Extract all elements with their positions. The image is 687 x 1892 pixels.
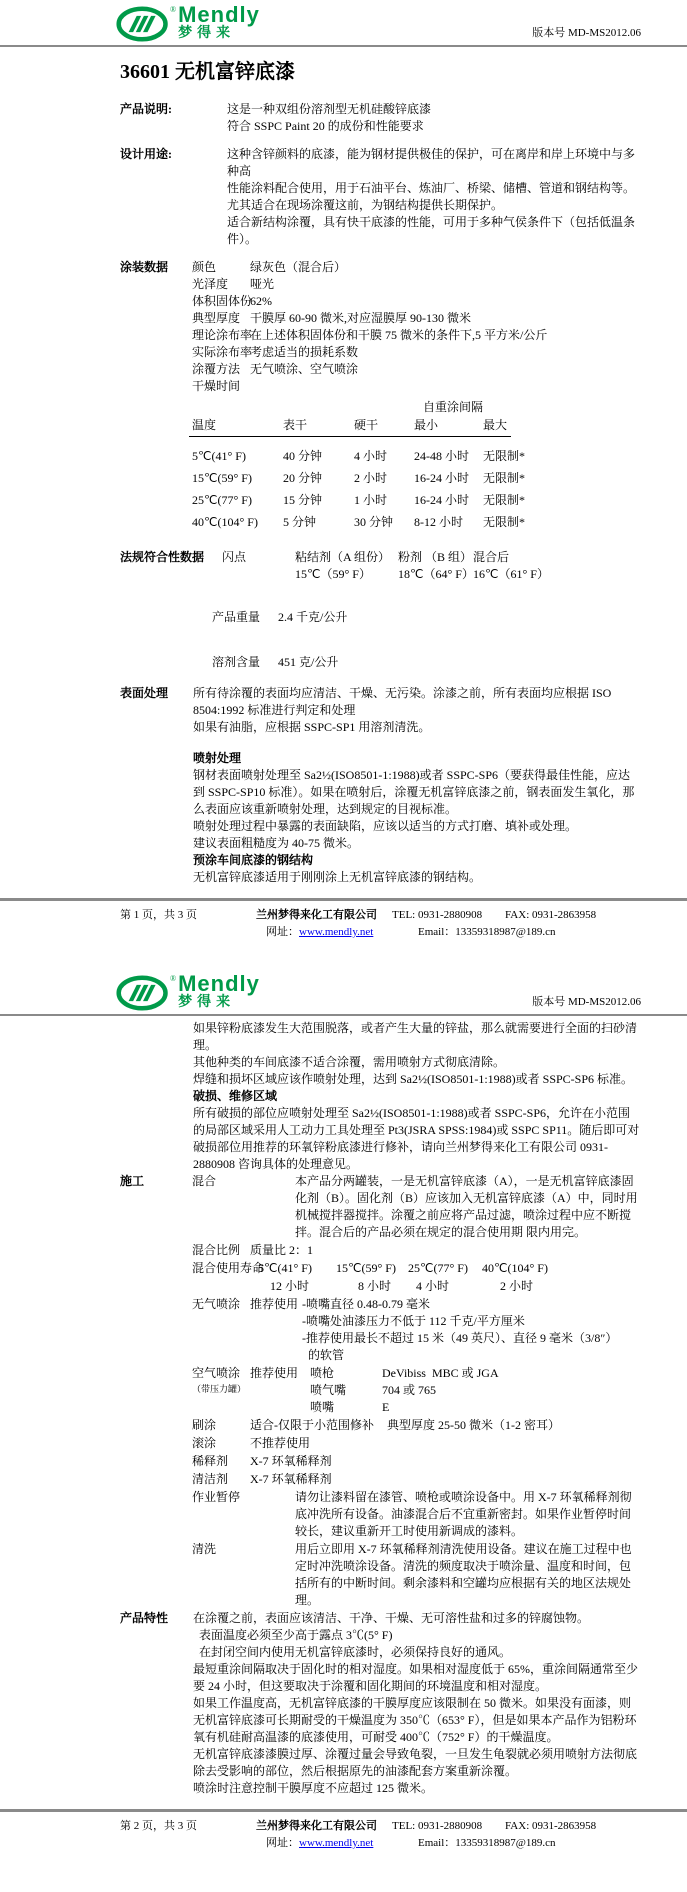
section-label: 产品说明: [120, 102, 172, 116]
page-1 [0, 0, 687, 941]
data-value: 干膜厚 60-90 微米,对应湿膜厚 90-130 微米 [250, 311, 471, 325]
table-cell: 20 分钟 [283, 471, 323, 485]
flash-temp: 15℃（59° F） [295, 567, 371, 581]
paragraph: 适合新结构涂覆，具有快干底漆的性能，可用于多种气侯条件下（包括低温条件）。 [227, 215, 636, 246]
paragraph: 如果锌粉底漆发生大范围脱落，或者产生大量的锌盐，那么就需要进行全面的扫砂清理。 [193, 1021, 638, 1052]
data-key: 喷气嘴 [310, 1383, 347, 1397]
paragraph: 尤其适合在现场涂覆这前，为钢结构提供长期保护。 [227, 198, 504, 212]
section-content [193, 1610, 641, 1797]
data-key: 混合使用寿命 [192, 1261, 265, 1275]
paragraph: 这种含锌颜料的底漆，能为钢材提供极佳的保护，可在离岸和岸上环境中与多种高 [227, 147, 636, 178]
airless-spray-row [192, 1296, 641, 1364]
pot-life-temp: 5℃(41° F) [258, 1261, 312, 1275]
flash-col-header: 混合后 [473, 550, 510, 564]
flash-temp: 16℃（61° F） [473, 567, 549, 581]
table-row [192, 511, 641, 533]
company-name: 兰州梦得来化工有限公司 [256, 909, 377, 921]
table-cell: 2 小时 [354, 471, 388, 485]
table-cell: 无限制* [483, 449, 526, 463]
mendly-logo-icon [116, 5, 170, 43]
paragraph: 焊缝和损坏区域应该作喷射处理，达到 Sa2½(ISO8501-1:1988)或者 SSPC-SP6 标准。 [193, 1072, 634, 1086]
fax: FAX: 0931-2863958 [505, 1820, 597, 1832]
table-rule [189, 436, 511, 437]
data-value: 考虑适当的损耗系数 [250, 345, 359, 359]
paragraph: 这是一种双组份溶剂型无机硅酸锌底漆 [227, 102, 432, 116]
paragraph: 如果工作温度高，无机富锌底漆的干膜厚度应该限制在 50 微米。如果没有面漆，则无机富锌底漆可长期耐受的干燥温度为 350℃（653° F），但是如果本产品作为铝粉环氧有机硅耐高温漆的底漆使用，可耐受 400℃（752° F）的干燥温度。 [193, 1696, 637, 1744]
paragraph: 请勿让漆料留在漆管、喷枪或喷涂设备中。用 X-7 环氧稀释剂彻底冲洗所有设备。油漆混合后不宜重新密封。如果作业暂停时间较长，建议重新开工时使用新调成的漆料。 [295, 1490, 632, 1538]
section-label: 涂装数据 [120, 260, 169, 274]
section-surface-treatment [120, 685, 641, 886]
company-name: 兰州梦得来化工有限公司 [256, 1820, 377, 1832]
brand-text [178, 2, 260, 40]
email-address: 13359318987@189.cn [455, 1837, 556, 1849]
flash-point-label: 闪点 [222, 550, 247, 564]
section-label: 法规符合性数据 [120, 550, 205, 564]
table-cell: 16-24 小时 [414, 471, 469, 485]
paragraph: 表面温度必须至少高于露点 3℃(5° F) [199, 1628, 393, 1642]
brand-name-cn: 梦得来 [178, 24, 236, 40]
data-value-extra: 典型厚度 25-50 微米（1-2 密耳） [387, 1418, 560, 1432]
spec-item: -喷嘴直径 0.48-0.79 毫米 [302, 1297, 430, 1311]
cleanup-row [192, 1541, 641, 1609]
paragraph: 如果有油脂，应根据 SSPC-SP1 用溶剂清洗。 [193, 720, 431, 734]
section-content [227, 146, 641, 248]
pressure-pot-note: （带压力罐） [192, 1384, 247, 1394]
paragraph: 符合 SSPC Paint 20 的成份和性能要求 [227, 119, 424, 133]
brand-text [178, 971, 260, 1009]
sub-heading: 预涂车间底漆的钢结构 [193, 853, 314, 867]
pot-life-hours-row [192, 1278, 641, 1295]
brand-logo [116, 971, 260, 1012]
roller-row [192, 1435, 641, 1452]
paragraph: 钢材表面喷射处理至 Sa2½(ISO8501-1:1988)或者 SSPC-SP6（要获得最佳性能，应达到 SSPC-SP10 标准）。如果在喷射后，涂覆无机富锌底漆之前，钢表面发生氧化，那么表面应该重新喷射处理，达到规定的目视标准。 [193, 768, 635, 816]
pot-life-temp: 25℃(77° F) [408, 1261, 468, 1275]
brush-row [192, 1417, 641, 1434]
data-value: X-7 环氧稀释剂 [250, 1472, 332, 1486]
data-value: 704 或 765 [382, 1383, 437, 1397]
data-key: 涂覆方法 [192, 362, 241, 376]
table-cell: 无限制* [483, 515, 526, 529]
section-application [120, 1173, 641, 1610]
data-row [192, 344, 641, 361]
data-row [192, 327, 641, 344]
solvent-content-row [120, 654, 641, 671]
paragraph: 无机富锌底漆漆膜过厚、涂覆过量会导致龟裂，一旦发生龟裂就必须用喷射方法彻底除去受影响的部位，然后根据原先的油漆配套方案重新涂覆。 [193, 1747, 638, 1778]
flash-point-row [120, 549, 641, 566]
fax: FAX: 0931-2863958 [505, 909, 597, 921]
equipment-row [302, 1382, 641, 1399]
data-key: 喷嘴 [310, 1400, 335, 1414]
footer-rule [0, 1809, 687, 1812]
header-rule [0, 45, 687, 47]
table-cell: 40℃(104° F) [192, 515, 258, 529]
paragraph: 所有破损的部位应喷射处理至 Sa2½(ISO8501-1:1988)或者 SSPC-SP6，允许在小范围的局部区域采用人工动力工具处理至 Pt3(JSRA SPSS:1984)或 SSPC SP11。随后即可对破损部位用推荐的环氧锌粉底漆进行修补，请向兰州梦得来化工有限公司 0931-2880908 咨询具体的处理意见。 [193, 1106, 640, 1171]
data-value: 质量比 2：1 [250, 1243, 314, 1257]
flash-temps-row [120, 566, 641, 583]
section-product-description [120, 101, 641, 135]
section-content [192, 259, 641, 547]
paragraph: 最短重涂间隔取决于固化时的相对湿度。如果相对湿度低于 65%，重涂间隔通常至少要 24 小时，但这要取决于涂覆和固化期间的环境温度和相对湿度。 [193, 1662, 638, 1693]
data-value: 适合-仅限于小范围修补 [250, 1418, 374, 1432]
paragraph: 建议表面粗糙度为 40-75 微米。 [193, 836, 359, 850]
table-cell: 4 小时 [354, 449, 388, 463]
column-header: 温度 [192, 418, 217, 432]
paragraph: 喷射处理过程中暴露的表面缺陷，应该以适当的方式打磨、填补或处理。 [193, 819, 578, 833]
table-cell: 1 小时 [354, 493, 388, 507]
data-value: 不推荐使用 [250, 1436, 311, 1450]
table-cell: 15 分钟 [283, 493, 323, 507]
section-content [193, 685, 641, 886]
table-cell: 无限制* [483, 493, 526, 507]
mixing-row [192, 1173, 641, 1241]
paragraph: 本产品分两罐装，一是无机富锌底漆（A），一是无机富锌底漆固化剂（B）。固化剂（B）应该加入无机富锌底漆（A）中，同时用机械搅拌器搅拌。涂覆之前应将产品过滤，喷涂过程中应不断搅拌。混合后的产品必须在规定的混合使用期 限内用完。 [295, 1174, 638, 1239]
mendly-logo-icon [116, 974, 170, 1012]
data-value: E [382, 1400, 390, 1414]
section-label: 施工 [120, 1174, 145, 1188]
brand-name-cn: 梦得来 [178, 993, 236, 1009]
telephone: TEL: 0931-2880908 [392, 1820, 483, 1832]
page-number: 第 1 页，共 3 页 [120, 909, 197, 921]
pot-life-temp: 15℃(59° F) [336, 1261, 396, 1275]
data-value: 哑光 [250, 277, 275, 291]
section-design-use [120, 146, 641, 248]
flash-col-header: 粉剂 （B 组） [398, 550, 473, 564]
email-label: Email： [418, 926, 456, 938]
data-key: 清洁剂 [192, 1472, 229, 1486]
data-key: 产品重量 [212, 610, 261, 624]
section-label: 产品特性 [120, 1611, 169, 1625]
thinner-row [192, 1453, 641, 1470]
registered-mark: ® [170, 5, 177, 14]
table-cell: 5 分钟 [283, 515, 317, 529]
data-row [192, 378, 641, 395]
section-product-characteristics [120, 1610, 641, 1797]
recommend-label: 推荐使用 [250, 1366, 299, 1380]
data-key: 清洗 [192, 1542, 217, 1556]
work-stoppage-row [192, 1489, 641, 1540]
website-link[interactable]: www.mendly.net [299, 926, 374, 938]
data-key: 实际涂布率 [192, 345, 253, 359]
data-key: 刷涂 [192, 1418, 217, 1432]
data-key: 混合比例 [192, 1243, 241, 1257]
paragraph: 在封闭空间内使用无机富锌底漆时，必须保持良好的通风。 [199, 1645, 512, 1659]
page-2 [0, 969, 687, 1892]
pot-life-hours: 12 小时 [270, 1279, 310, 1293]
mix-ratio-row [192, 1242, 641, 1259]
section-regulatory-data [120, 549, 641, 671]
data-row [192, 293, 641, 310]
data-key: 理论涂布率 [192, 328, 253, 342]
equipment-row [302, 1399, 641, 1416]
page-number: 第 2 页，共 3 页 [120, 1820, 197, 1832]
data-key: 溶剂含量 [212, 655, 261, 669]
data-key: 体积固体份 [192, 294, 253, 308]
page-header [116, 0, 641, 43]
data-key: 光泽度 [192, 277, 229, 291]
spec-item: 的软管 [308, 1348, 345, 1362]
table-cell: 无限制* [483, 471, 526, 485]
email-address: 13359318987@189.cn [455, 926, 556, 938]
paragraph: 用后立即用 X-7 环氧稀释剂清洗使用设备。建议在施工过程中也定时冲洗喷涂设备。清洗的频度取决于喷涂量、温度和时间，包括所有的中断时间。剩余漆料和空罐均应根据有关的地区法规处理。 [295, 1542, 632, 1607]
surface-treatment-continued [120, 1020, 641, 1173]
table-row [192, 445, 641, 467]
data-row [192, 276, 641, 293]
pot-life-row [192, 1260, 641, 1277]
table-cell: 25℃(77° F) [192, 493, 252, 507]
data-key: 作业暂停 [192, 1490, 241, 1504]
data-key: 滚涂 [192, 1436, 217, 1450]
data-row [192, 310, 641, 327]
paragraph: 喷涂时注意控制干膜厚度不应超过 125 微米。 [193, 1781, 434, 1795]
pot-life-temp: 40℃(104° F) [482, 1261, 548, 1275]
paragraph: 所有待涂覆的表面均应清洁、干燥、无污染。涂漆之前，所有表面均应根据 ISO 8504:1992 标准进行判定和处理 [193, 686, 612, 717]
table-cell: 40 分钟 [283, 449, 323, 463]
data-key: 混合 [192, 1174, 217, 1188]
spec-item: -推荐使用最长不超过 15 米（49 英尺）、直径 9 毫米（3/8″） [302, 1331, 618, 1345]
data-row [192, 259, 641, 276]
brand-name: Mendly [178, 971, 260, 996]
data-value: 无气喷涂、空气喷涂 [250, 362, 359, 376]
air-spray-row [192, 1365, 641, 1416]
sub-heading: 喷射处理 [193, 751, 242, 765]
paragraph: 其他种类的车间底漆不适合涂覆，需用喷射方式彻底清除。 [193, 1055, 506, 1069]
table-cell: 24-48 小时 [414, 449, 469, 463]
paragraph: 性能涂料配合使用，用于石油平台、炼油厂、桥梁、储槽、管道和钢结构等。 [227, 181, 636, 195]
pot-life-hours: 2 小时 [500, 1279, 534, 1293]
pot-life-hours: 4 小时 [416, 1279, 450, 1293]
data-key: 无气喷涂 [192, 1297, 241, 1311]
product-weight-row [120, 609, 641, 626]
section-label: 表面处理 [120, 686, 169, 700]
column-header: 最小 [414, 418, 439, 432]
data-row [192, 361, 641, 378]
table-cell: 15℃(59° F) [192, 471, 252, 485]
telephone: TEL: 0931-2880908 [392, 909, 483, 921]
table-cell: 8-12 小时 [414, 515, 463, 529]
version-label: 版本号 MD-MS2012.06 [532, 996, 641, 1008]
data-key: 颜色 [192, 260, 217, 274]
data-value: 62% [250, 294, 272, 308]
flash-col-header: 粘结剂（A 组份） [295, 550, 391, 564]
cleaner-row [192, 1471, 641, 1488]
footer-rule [0, 898, 687, 901]
table-group-header: 自重涂间隔 [423, 400, 484, 414]
header-rule [0, 1014, 687, 1016]
data-key: 稀释剂 [192, 1454, 229, 1468]
data-key: 干燥时间 [192, 379, 241, 393]
version-label: 版本号 MD-MS2012.06 [532, 27, 641, 39]
table-row [192, 467, 641, 489]
table-cell: 16-24 小时 [414, 493, 469, 507]
drying-time-table [192, 398, 641, 533]
sub-heading: 破损、维修区域 [193, 1089, 278, 1103]
paragraph: 在涂覆之前，表面应该清洁、干净、干燥、无可溶性盐和过多的锌腐蚀物。 [193, 1611, 590, 1625]
table-cell: 30 分钟 [354, 515, 394, 529]
flash-temp: 18℃（64° F） [398, 567, 474, 581]
data-key: 典型厚度 [192, 311, 241, 325]
page-footer [120, 1809, 641, 1852]
column-header: 硬干 [354, 418, 379, 432]
data-key: 喷枪 [310, 1366, 335, 1380]
website-label: 网址： [266, 1837, 299, 1849]
data-key: 空气喷涂 [192, 1366, 241, 1380]
registered-mark: ® [170, 974, 177, 983]
website-label: 网址： [266, 926, 299, 938]
email-label: Email： [418, 1837, 456, 1849]
pot-life-hours: 8 小时 [358, 1279, 392, 1293]
website-link[interactable]: www.mendly.net [299, 1837, 374, 1849]
data-value: 2.4 千克/公升 [278, 610, 348, 624]
column-header: 最大 [483, 418, 508, 432]
column-header: 表干 [283, 418, 308, 432]
spec-item: -喷嘴处油漆压力不低于 112 千克/平方厘米 [302, 1314, 525, 1328]
brand-name: Mendly [178, 2, 260, 27]
recommend-label: 推荐使用 [250, 1297, 299, 1311]
section-coating-data [120, 259, 641, 547]
data-value: 在上述体积固体份和干膜 75 微米的条件下,5 平方米/公斤 [250, 328, 548, 342]
page-footer [120, 898, 641, 941]
paragraph: 无机富锌底漆适用于刚刚涂上无机富锌底漆的钢结构。 [193, 870, 482, 884]
page-header [116, 969, 641, 1012]
data-value: 451 克/公升 [278, 655, 339, 669]
equipment-row [302, 1365, 641, 1382]
brand-logo [116, 2, 260, 43]
section-label: 设计用途: [120, 147, 172, 161]
section-content [192, 1173, 641, 1610]
table-cell: 5℃(41° F) [192, 449, 246, 463]
table-row [192, 489, 641, 511]
page-title: 36601 无机富锌底漆 [120, 61, 295, 83]
data-value: DeVibiss MBC 或 JGA [382, 1366, 499, 1380]
data-value: 绿灰色（混合后） [250, 260, 347, 274]
section-content [227, 101, 641, 135]
table-header-row [192, 416, 641, 434]
data-value: X-7 环氧稀释剂 [250, 1454, 332, 1468]
